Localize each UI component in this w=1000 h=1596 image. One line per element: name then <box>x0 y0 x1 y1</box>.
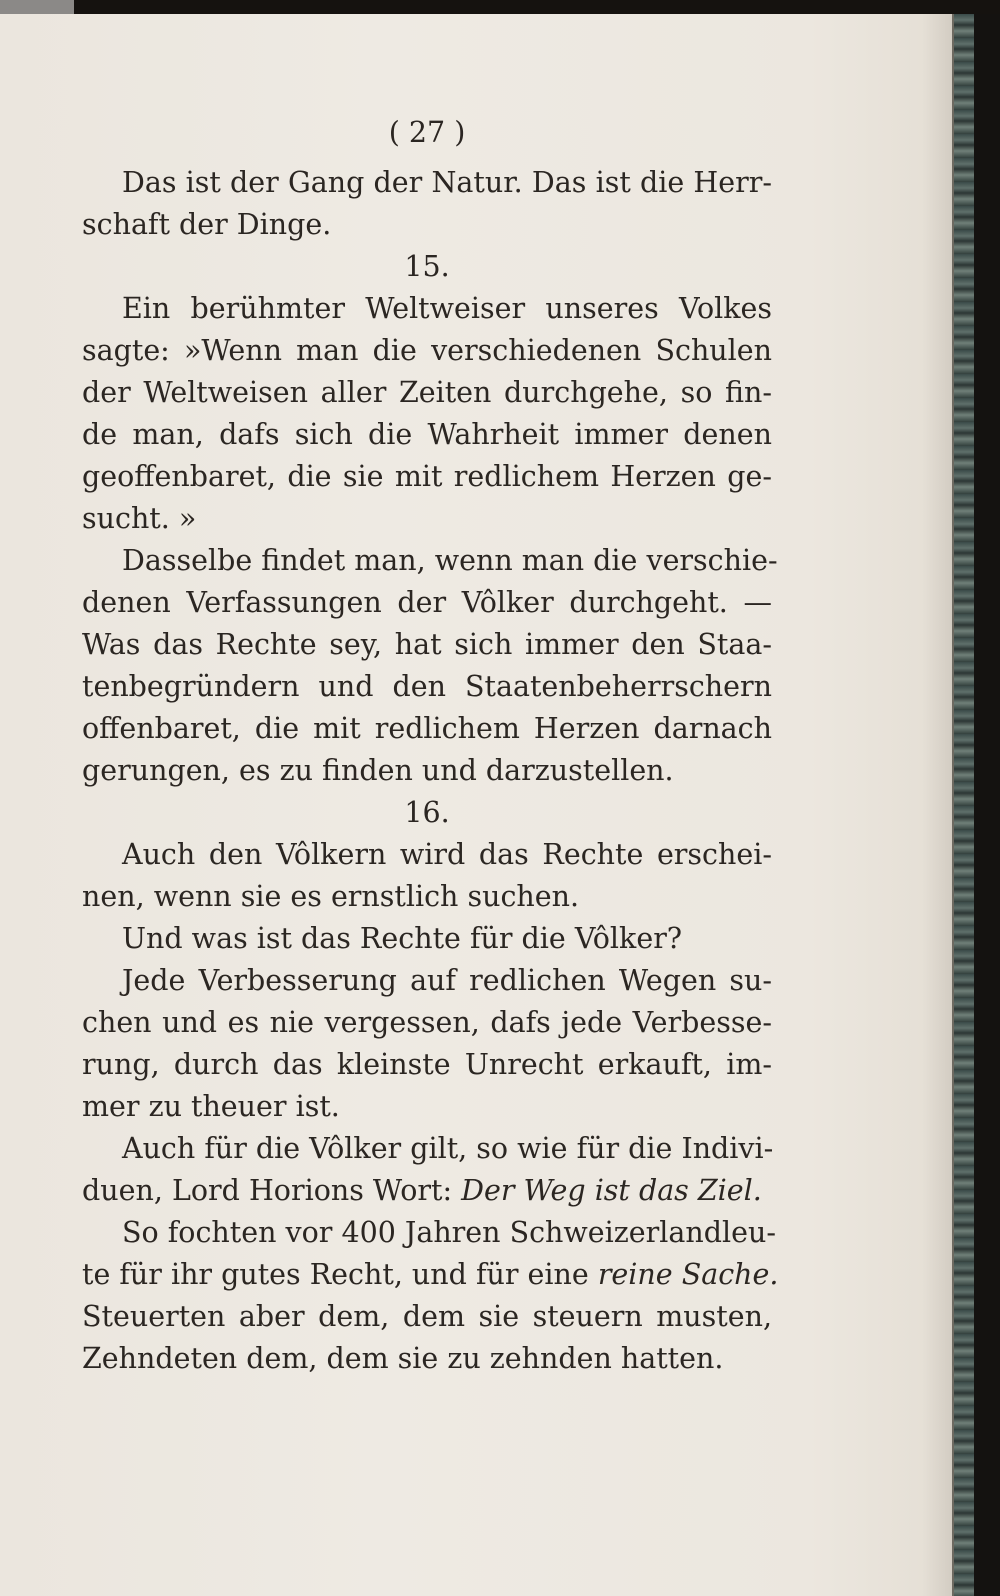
text-line: Und was ist das Rechte für die Vôlker? <box>122 922 683 955</box>
text-line: Ein berühmter Weltweiser unseres Volkes <box>122 292 772 325</box>
section-number: 16. <box>404 796 450 829</box>
text-line: der Weltweisen aller Zeiten durchgehe, so fin- <box>82 376 772 409</box>
text-line: mer zu theuer ist. <box>82 1090 340 1123</box>
page-number: ( 27 ) <box>388 116 466 149</box>
text-line: schaft der Dinge. <box>82 208 332 241</box>
text-line: nen, wenn sie es ernstlich suchen. <box>82 880 580 913</box>
text-line: geoffenbaret, die sie mit redlichem Herzen ge- <box>82 460 772 493</box>
text-line: offenbaret, die mit redlichem Herzen darnach <box>82 712 772 745</box>
text-line: Jede Verbesserung auf redlichen Wegen su- <box>122 964 772 997</box>
text-line <box>82 1170 772 1212</box>
page-edge <box>952 14 976 1596</box>
text-line: tenbegründern und den Staatenbeherrschern <box>82 670 772 703</box>
text-line: Auch den Vôlkern wird das Rechte erschei- <box>122 838 772 871</box>
text-line: Zehndeten dem, dem sie zu zehnden hatten. <box>82 1342 724 1375</box>
text-line: Auch für die Vôlker gilt, so wie für die Indivi- <box>122 1132 774 1165</box>
italic-phrase: reine Sache. <box>597 1258 779 1291</box>
text-span: te für ihr gutes Recht, und für eine <box>82 1258 598 1291</box>
text-line: Was das Rechte sey, hat sich immer den Staa- <box>82 628 772 661</box>
text-line: denen Verfassungen der Vôlker durchgeht. — <box>82 586 772 619</box>
section-number: 15. <box>404 250 450 283</box>
text-line: sagte: »Wenn man die verschiedenen Schulen <box>82 334 772 367</box>
text-line: rung, durch das kleinste Unrecht erkauft, im- <box>82 1048 772 1081</box>
text-line: Steuerten aber dem, dem sie steuern musten, <box>82 1300 772 1333</box>
book-spine <box>974 14 1000 1596</box>
text-line: So fochten vor 400 Jahren Schweizerlandleu- <box>122 1216 776 1249</box>
text-line: Dasselbe findet man, wenn man die verschie- <box>122 544 778 577</box>
text-line: sucht. » <box>82 502 197 535</box>
text-line: de man, dafs sich die Wahrheit immer denen <box>82 418 772 451</box>
italic-phrase: Der Weg ist das Ziel. <box>461 1174 762 1207</box>
text-span: duen, Lord Horions Wort: <box>82 1174 462 1207</box>
text-line: gerungen, es zu finden und darzustellen. <box>82 754 674 787</box>
text-line: Das ist der Gang der Natur. Das ist die Herr- <box>122 166 772 199</box>
text-line <box>82 1254 779 1296</box>
text-line: chen und es nie vergessen, dafs jede Verbesse- <box>82 1006 772 1039</box>
